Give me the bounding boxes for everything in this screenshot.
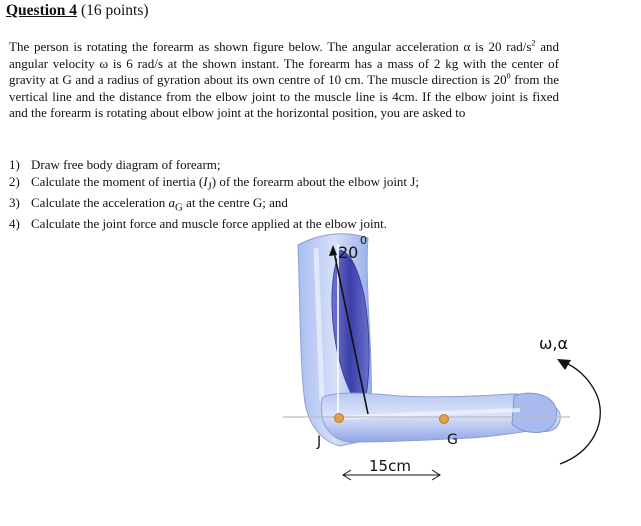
problem-sup-1: 2	[531, 38, 536, 48]
task-variable: a	[168, 194, 176, 210]
task-number: 2)	[9, 173, 20, 189]
rotation-arc	[560, 364, 600, 464]
task-item	[9, 174, 569, 195]
distance-label: 15cm	[369, 457, 411, 475]
joint-label: J	[317, 434, 322, 450]
task-item	[9, 195, 569, 216]
task-text: Draw free body diagram of forearm;	[31, 157, 221, 172]
omega-alpha-label: ω,α	[539, 334, 569, 353]
task-variable: I	[203, 173, 208, 189]
problem-sup-2: 0	[506, 71, 511, 81]
task-number: 4)	[9, 215, 20, 231]
problem-text-2: and angular velocity ω is 6 rad/s at the shown instant. The forearm has a mass of 2 kg with the center of gravity at G and a radius of gyration about its own centre of 10 cm. The muscle direction is 20	[9, 39, 559, 88]
task-text: at the centre G; and	[182, 194, 288, 210]
question-header	[6, 2, 149, 20]
question-points: (16 points)	[80, 2, 149, 19]
problem-statement	[9, 39, 559, 122]
question-label: Question 4	[6, 2, 78, 19]
task-text: Calculate the moment of inertia (	[31, 173, 204, 189]
task-list	[9, 157, 569, 233]
task-number: 3)	[9, 194, 20, 210]
cg-point	[440, 415, 449, 424]
task-subscript: G	[175, 201, 183, 214]
fist	[512, 393, 557, 432]
problem-text-3: from the vertical line and the distance from the elbow joint to the muscle line is 4cm. If the elbow joint is fixed and the forearm is rotating about elbow joint at the horizontal position, you are asked to	[9, 72, 560, 121]
task-text: Calculate the joint force and muscle force applied at the elbow joint.	[31, 215, 387, 231]
task-subscript: J	[207, 180, 212, 193]
forearm-figure	[255, 225, 641, 526]
cg-label: G	[447, 432, 458, 448]
angle-label: 20	[338, 243, 359, 262]
joint-point	[335, 414, 344, 423]
angle-degree: 0	[360, 234, 367, 247]
problem-text-1: The person is rotating the forearm as shown figure below. The angular acceleration α is 20 rad/s	[9, 39, 532, 54]
task-text: ) of the forearm about the elbow joint J;	[211, 173, 419, 189]
task-item	[9, 157, 569, 174]
task-number: 1)	[9, 157, 20, 172]
task-text: Calculate the acceleration	[31, 194, 169, 210]
